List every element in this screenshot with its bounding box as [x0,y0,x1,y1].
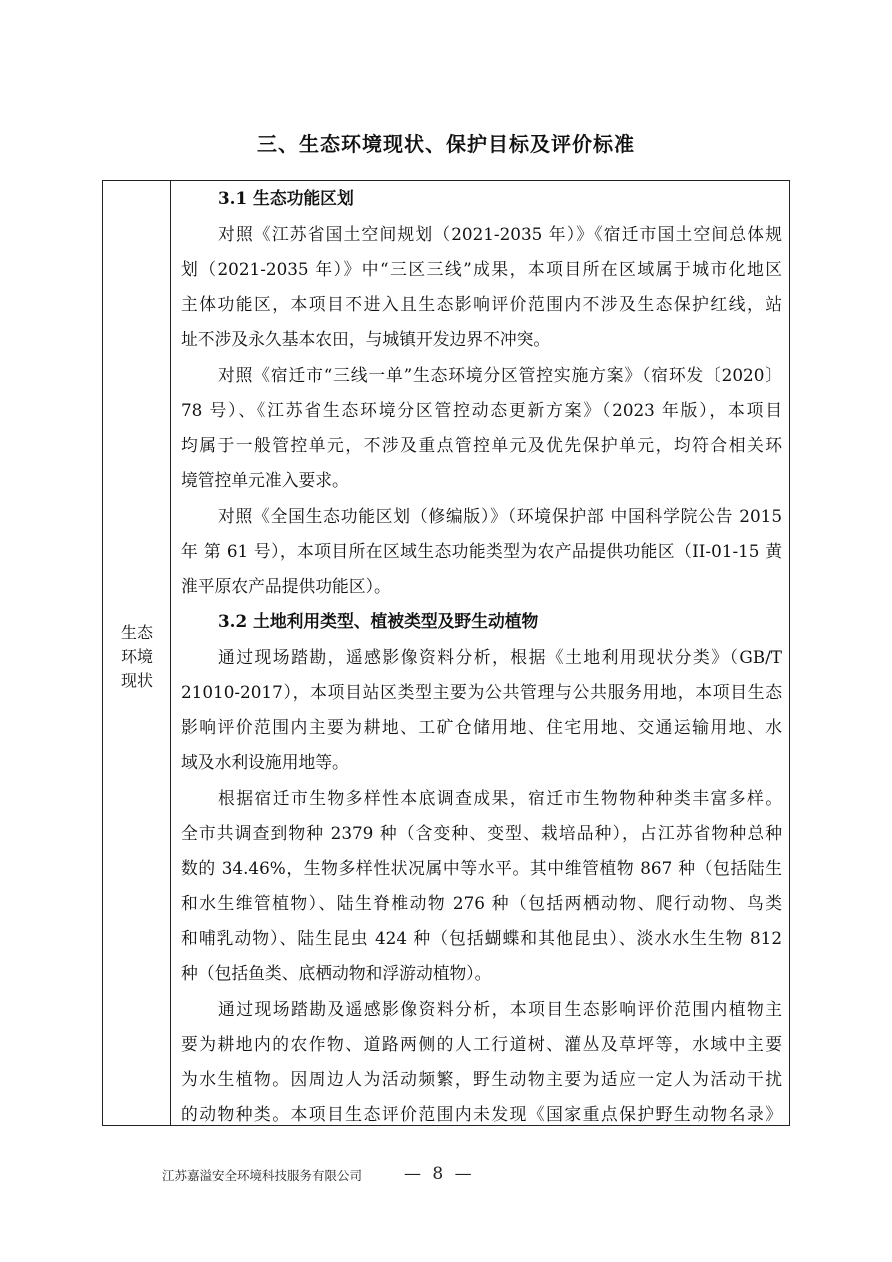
row-label-cell [103,181,171,1125]
content-table [102,180,790,1126]
text-line: 种（包括鱼类、底栖动物和浮游动植物）。 [181,963,492,983]
page-number: — 8 — [404,1164,475,1184]
text-line: 数的 34.46%，生物多样性状况属中等水平。其中维管植物 867 种（包括陆生 [181,858,782,878]
text-line: 78 号）、《江苏省生态环境分区管控动态更新方案》（2023 年版），本项目 [181,400,782,420]
text-line: 年 第 61 号），本项目所在区域生态功能类型为农产品提供功能区（II-01-15 黄 [181,541,782,561]
text-line: 划（2021-2035 年）》中“三区三线”成果，本项目所在区域属于城市化地区 [181,259,782,279]
text-line: 对照《江苏省国土空间规划（2021-2035 年）》《宿迁市国土空间总体规 [218,224,782,244]
text-line: 对照《全国生态功能区划（修编版）》（环境保护部 中国科学院公告 2015 [218,506,782,526]
text-line: 址不涉及永久基本农田，与城镇开发边界不冲突。 [181,329,551,349]
section-heading: 3.1 生态功能区划 [218,188,354,208]
row-label [103,621,171,693]
text-line: 主体功能区，本项目不进入且生态影响评价范围内不涉及生态保护红线，站 [181,294,782,314]
text-line: 和哺乳动物）、陆生昆虫 424 种（包括蝴蝶和其他昆虫）、淡水水生生物 812 [181,928,782,948]
text-line: 为水生植物。因周边人为活动频繁，野生动物主要为适应一定人为活动干扰 [181,1069,782,1089]
page-title: 三、生态环境现状、保护目标及评价标准 [257,132,635,156]
text-line: 域及水利设施用地等。 [181,752,349,772]
footer-company: 江苏嘉溢安全环境科技服务有限公司 [162,1168,363,1183]
text-line: 影响评价范围内主要为耕地、工矿仓储用地、住宅用地、交通运输用地、水 [181,717,782,737]
text-line: 21010-2017），本项目站区类型主要为公共管理与公共服务用地，本项目生态 [181,682,782,702]
text-line: 根据宿迁市生物多样性本底调查成果，宿迁市生物物种种类丰富多样。 [218,788,782,808]
text-line: 均属于一般管控单元，不涉及重点管控单元及优先保护单元，均符合相关环 [181,435,782,455]
text-line: 境管控单元准入要求。 [181,470,349,490]
row-label-line: 现状 [120,671,153,690]
row-label-line: 环境 [120,647,153,666]
text-line: 要为耕地内的农作物、道路两侧的人工行道树、灌丛及草坪等，水域中主要 [181,1034,782,1054]
page-footer [0,1164,892,1194]
row-label-line: 生态 [120,623,153,642]
text-line: 淮平原农产品提供功能区）。 [181,576,391,596]
text-line: 通过现场踏勘及遥感影像资料分析，本项目生态影响评价范围内植物主 [218,999,782,1019]
text-line: 和水生维管植物）、陆生脊椎动物 276 种（包括两栖动物、爬行动物、鸟类 [181,893,782,913]
text-line: 的动物种类。本项目生态评价范围内未发现《国家重点保护野生动物名录》 [181,1104,782,1124]
text-line: 全市共调查到物种 2379 种（含变种、变型、栽培品种），占江苏省物种总种 [181,823,782,843]
text-line: 通过现场踏勘，遥感影像资料分析，根据《土地利用现状分类》（GB/T [218,647,782,667]
text-line: 对照《宿迁市“三线一单”生态环境分区管控实施方案》（宿环发〔2020〕 [218,365,782,385]
section-heading: 3.2 土地利用类型、植被类型及野生动植物 [218,611,539,631]
